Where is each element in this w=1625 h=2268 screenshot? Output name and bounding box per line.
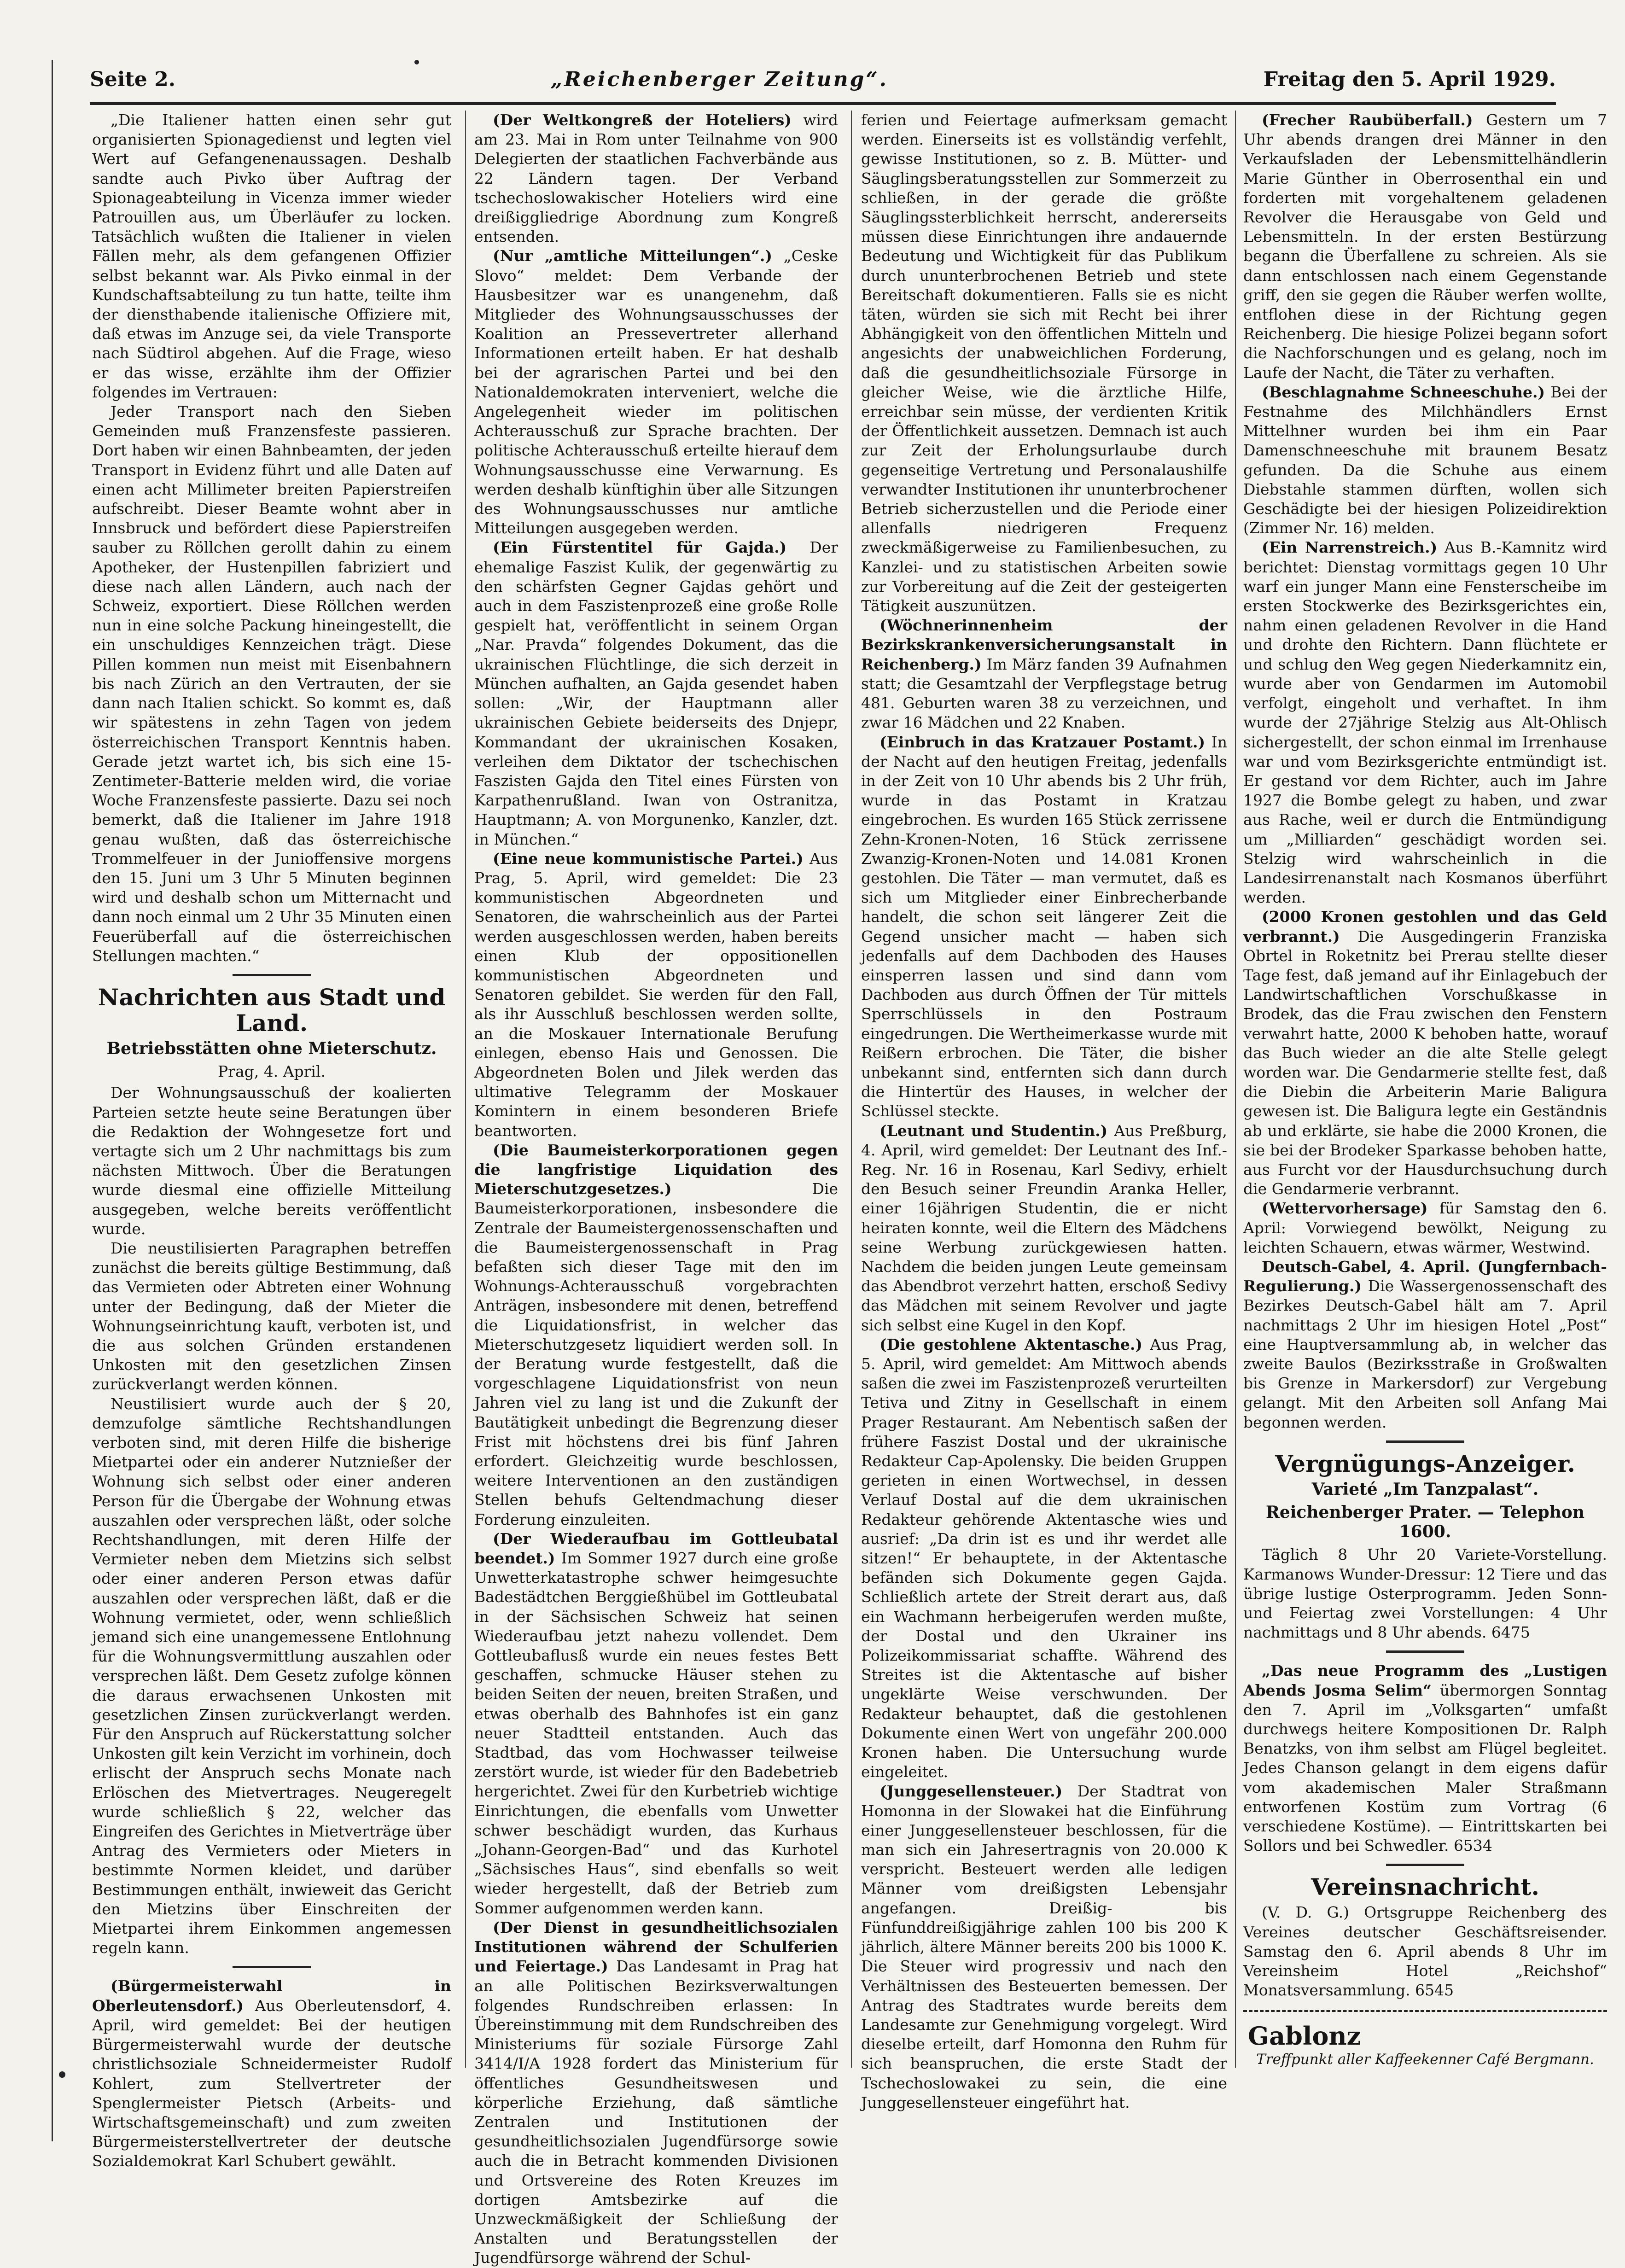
news-item-body: Bei der Festnahme des Milchhändlers Ernst Mittelhner wurden bei ihm ein Paar Damenschneeschuhe mit braunem Besatz gefunden. Da die Schuhe aus einem Diebstahle stammen dürften, wollen sich Geschädigte bei der hiesigen Polizeidirektion (Zimmer Nr. 16) melden. bbox=[1243, 383, 1607, 537]
news-item-head: (Nur „amtliche Mitteilungen“.) bbox=[493, 247, 772, 265]
news-item bbox=[1243, 1199, 1607, 1257]
news-item bbox=[861, 616, 1227, 732]
ad-venue-contact: Reichenberger Prater. — Telephon 1600. bbox=[1265, 1503, 1585, 1542]
ad-head: „Das neue Programm des „Lustigen Abends Josma Selim“ bbox=[1243, 1662, 1607, 1699]
news-item-head: (Eine neue kommunistische Partei.) bbox=[493, 849, 804, 868]
news-item bbox=[474, 538, 838, 849]
page-number: Seite 2. bbox=[90, 68, 176, 91]
article-paragraph: „Die Italiener hatten einen sehr gut organisierten Spionagedienst und legten viel Wert auf Gefangenenaussagen. Deshalb sandte auch Pivko über Auftrag der Spionageabteilung in Vicenza immer wieder Patrouillen aus, um Überläufer zu locken. Tatsächlich wußten die Italiener in vielen Fällen mehr, als dem gefangenen Offizier selbst bekannt war. Als Pivko einmal in der Kundschaftsabteilung zu tun hatte, teilte ihm der diensthabende italienische Offiziere mit, daß etwas im Anzuge sei, da viele Transporte nach Südtirol abgehen. Auf die Frage, wieso er das wisse, erzählte ihm der Offizier folgendes im Vertrauen: bbox=[92, 111, 451, 401]
news-item-body: „Ceske Slovo“ meldet: Dem Verbande der Hausbesitzer war es unangenehm, daß Mitglieder des Wohnungsausschusses der Koalition an Pressevertreter allerhand Informationen erteilt haben. Er hat deshalb bei der agrarischen Partei und bei den Nationaldemokraten interveniert, welche die Angelegenheit wieder im politischen Achterausschuß zur Sprache brachten. Der politische Achterausschuß erteilte hierauf dem Wohnungsausschusse eine Verwarnung. Es werden deshalb künftighin über alle Sitzungen des Wohnungsausschusses nur amtliche Mitteilungen ausgegeben werden. bbox=[474, 247, 838, 537]
column-1 bbox=[92, 111, 451, 2170]
article-paragraph: Jeder Transport nach den Sieben Gemeinden muß Franzensfeste passieren. Dort haben wir einen Bahnbeamten, der jeden Transport in Evidenz führt und alle Daten auf einen acht Millimeter breiten Papierstreifen aufschreibt. Dieser Beamte wohnt aber in Innsbruck und befördert diese Papierstreifen sauber zu Röllchen gerollt dahin zu einem Apotheker, der Hustenpillen fabriziert und diese nach allen Ländern, auch nach der Schweiz, exportiert. Diese Röllchen werden nun in eine solche Packung hineingestellt, die ein unschuldiges Kennzeichen trägt. Diese Pillen kommen nun meist mit Eisenbahnern bis nach Zürich an den Vertrauten, der sie dann nach Italien schickt. So kommt es, daß wir spätestens in zehn Tagen von jedem österreichischen Transport Kenntnis haben. Gerade jetzt wartet ich, bis sich eine 15-Zentimeter-Batterie melden wird, die voriae Woche Franzensfeste passierte. Dazu sei noch bemerkt, daß die Italiener im Jahre 1918 genau wußten, daß das österreichische Trommelfeuer in der Junioffensive morgens den 15. Juni um 3 Uhr 5 Minuten beginnen wird und deshalb schon um Mitternacht und dann noch einmal um 2 Uhr 35 Minuten einen Feuerüberfall auf die österreichischen Stellungen machten.“ bbox=[92, 402, 451, 965]
news-item bbox=[861, 733, 1227, 1121]
header-rule bbox=[90, 102, 1556, 105]
news-item-body: Der Stadtrat von Homonna in der Slowakei hat die Einführung einer Junggesellensteuer beschlossen, für die man sich ein Jahresertragnis von 20.000 K verspricht. Besteuert werden alle ledigen Männer vom dreißigsten Lebensjahr angefangen. Dreißig- bis Fünfunddreißigjährige zahlen 100 bis 200 K jährlich, ältere Männer bereits 200 bis 1000 K. Die Steuer wird progressiv und nach den Verhältnissen des Besteuerten bemessen. Der Antrag des Stadtrates wurde bereits dem Landesamte zur Genehmigung vorgelegt. Wird dieselbe erteilt, darf Homonna den Ruhm für sich beanspruchen, die erste Stadt der Tschechoslowakei zu sein, die eine Junggesellensteuer eingeführt hat. bbox=[861, 1782, 1227, 2111]
ad-text: Täglich 8 Uhr 20 Variete-Vorstellung. Karmanows Wunder-Dressur: 12 Tiere und das übrige lustige Osterprogramm. Jeden Sonn- und Feiertag zwei Vorstellungen: 4 Uhr nachmittags und 8 Uhr abends. bbox=[1243, 1545, 1607, 1642]
news-item bbox=[1243, 383, 1607, 538]
news-item-head: (Wettervorhersage) bbox=[1262, 1199, 1428, 1218]
news-item bbox=[861, 1335, 1227, 1782]
separator-rule bbox=[233, 974, 311, 976]
article-paragraph: Der Wohnungsausschuß der koalierten Parteien setzte heute seine Beratungen über die Redaktion der Wohngesetze fort und vertagte sich um 2 Uhr nachmittags bis zum nächsten Mittwoch. Über die Beratungen wurde diesmal eine offizielle Mitteilung ausgegeben, welche bereits veröffentlicht wurde. bbox=[92, 1084, 451, 1238]
news-item-body: Die Ausgedingerin Franziska Obrtel in Roketnitz bei Prerau stellte dieser Tage fest, daß jemand auf ihr Einlagebuch der Landwirtschaftlichen Vorschußkasse in Brodek, das die Frau zwischen den Fenstern verwahrt hatte, 2000 K behoben hatte, worauf das Buch wieder an die alte Stelle gelegt worden war. Die Gendarmerie stellte fest, daß die Diebin die Arbeiterin Marie Baligura gewesen ist. Die Baligura legte ein Geständnis ab und erklärte, sie habe die 2000 Kronen, die sie bei der Brodeker Sparkasse behoben hatte, aus Furcht vor der Hausdurchsuchung durch die Gendarmerie verbrannt. bbox=[1243, 927, 1607, 1198]
news-item bbox=[474, 111, 838, 246]
newspaper-name: „Reichenberger Zeitung“. bbox=[550, 68, 888, 91]
ad-tagline: Treffpunkt aller Kaffeekenner Café Bergmann. bbox=[1256, 2051, 1594, 2068]
news-item-head: (Der Wiederaufbau im Gottleubatal beendet.) bbox=[474, 1529, 838, 1568]
news-item-body: Im Sommer 1927 durch eine große Unwetterkatastrophe schwer heimgesuchte Badestädtchen Berggießhübel im Gottleubatal in der Sächsischen Schweiz hat seinen Wiederaufbau jetzt nahezu vollendet. Dem Gottleubaflusß wurde ein neues festes Bett geschaffen, schmucke Häuser stehen zu beiden Seiten der neuen, breiten Straßen, und etwas oberhalb des Bahnhofes ist ein ganz neuer Stadtteil entstanden. Auch das Stadtbad, das vom Hochwasser teilweise zerstört wurde, ist wieder für den Badebetrieb hergerichtet. Zwei für den Kurbetrieb wichtige Einrichtungen, die ebenfalls vom Unwetter schwer beschädigt wurden, das Kurhaus „Johann-Georgen-Bad“ und das Kurhotel „Sächsisches Haus“, sind ebenfalls so weit wieder hergestellt, daß der Betrieb zum Sommer aufgenommen werden kann. bbox=[474, 1549, 838, 1917]
news-item-body: Im März fanden 39 Aufnahmen statt; die Gesamtzahl der Verpflegstage betrug 481. Geburten waren 38 zu verzeichnen, und zwar 16 Mädchen und 22 Knaben. bbox=[861, 655, 1227, 732]
article-paragraph: Die neustilisierten Paragraphen betreffen zunächst die bereits gültige Bestimmung, daß das Vermieten oder Abtreten einer Wohnung unter der Bedingung, daß der Mieter die Wohnungseinrichtung kauft, verboten ist, und die aus solchen Gründen erstandenen Unkosten mit den gesetzlichen Zinsen zurückverlangt werden können. bbox=[92, 1239, 451, 1393]
news-item-head: (Einbruch in das Kratzauer Postamt.) bbox=[879, 733, 1206, 751]
news-item-body: Aus Oberleutensdorf, 4. April, wird gemeldet: Bei der heutigen Bürgermeisterwahl wurde der deutsche christlichsoziale Schneidermeister Rudolf Kohlert, zum Stellvertreter der Spenglermeister Pietsch (Arbeits- und Wirtschaftsgemeinschaft) und zum zweiten Bürgermeisterstellvertreter der deutsche Sozialdemokrat Karl Schubert gewählt. bbox=[92, 1996, 451, 2170]
news-item bbox=[1243, 111, 1607, 383]
news-item bbox=[861, 1121, 1227, 1335]
news-item-body: Die Wassergenossenschaft des Bezirkes Deutsch-Gabel hält am 7. April nachmittags 2 Uhr im hiesigen Hotel „Post“ eine Hauptversammlung ab, in welcher das zweite Baulos (Bezirksstraße in Großwalten bis Grenze in Markersdorf) zur Vergebung gelangt. Mit den Arbeiten soll Anfang Mai begonnen werden. bbox=[1243, 1277, 1607, 1431]
section-title: Vergnügungs-Anzeiger. bbox=[1275, 1450, 1575, 1477]
news-item bbox=[92, 1976, 451, 2171]
column-4 bbox=[1243, 111, 1607, 2155]
news-item-head: (Junggesellensteuer.) bbox=[879, 1782, 1063, 1801]
news-item bbox=[474, 1918, 838, 2268]
column-divider bbox=[1235, 111, 1236, 2068]
article-headline: Betriebsstätten ohne Mieterschutz. bbox=[106, 1038, 437, 1058]
news-item-body: Aus B.-Kamnitz wird berichtet: Dienstag vormittags gegen 10 Uhr warf ein junger Mann eine Fensterscheibe im ersten Stockwerke des Bezirksgerichtes ein, nahm einen geladenen Revolver in die Hand und drohte den Richtern. Dann flüchtete er und schlug den Weg gegen Niederkamnitz ein, wurde aber von Gendarmen im Automobil verfolgt, eingeholt und verhaftet. In ihm wurde der 27jährige Stelzig aus Alt-Ohlisch sichergestellt, der schon einmal im Irrenhause war und vom Bezirksgerichte entmündigt ist. Er gestand vor dem Richter, auch im Jahre 1927 die Bombe gelegt zu haben, und zwar aus Rache, weil er durch die Entmündigung um „Milliarden“ geschädigt worden sei. Stelzig wird wahrscheinlich in die Landesirrenanstalt nach Kosmanos überführt werden. bbox=[1243, 538, 1607, 907]
news-item bbox=[1243, 907, 1607, 1199]
ad-venue: Varieté „Im Tanzpalast“. bbox=[1311, 1479, 1539, 1499]
news-item-head: (Ein Narrenstreich.) bbox=[1262, 538, 1438, 557]
club-notice bbox=[1243, 1903, 1607, 2000]
ad-paragraph bbox=[1243, 1545, 1607, 1642]
issue-date: Freitag den 5. April 1929. bbox=[1263, 68, 1556, 91]
section-title: Nachrichten aus Stadt und Land. bbox=[98, 983, 446, 1037]
news-item-body: Aus Prag, 5. April, wird gemeldet: Am Mittwoch abends saßen die zwei im Faszistenprozeß verurteilten Tetiva und Zitny in Gesellschaft in einem Prager Restaurant. Am Nebentisch saßen der frühere Faszist Dostal und der ukrainische Redakteur Cap-Apolensky. Die beiden Gruppen gerieten in einen Wortwechsel, in dessen Verlauf Dostal auf die dem ukrainischen Redakteur gehörende Aktentasche wies und ausrief: „Da drin ist es und ihr werdet alle sitzen!“ Er behauptete, in der Aktentasche befänden sich Dokumente gegen Gajda. Schließlich artete der Streit derart aus, daß ein Wachmann herbeigerufen werden mußte, der Dostal und den Ukrainer ins Polizeikommissariat schaffte. Während des Streites ist die Aktentasche auf bisher ungeklärte Weise verschwunden. Der Redakteur behauptet, daß die gestohlenen Dokumente einen Wert von ungefähr 200.000 Kronen haben. Die Untersuchung wurde eingeleitet. bbox=[861, 1335, 1227, 1781]
ad-text: übermorgen Sonntag den 7. April im „Volksgarten“ umfaßt durchwegs heitere Kompositionen Dr. Ralph Benatzks, von ihm selbst am Flügel begleitet. Jedes Chanson gelangt in dem eigens dafür vom akademischen Maler Straßmann entworfenen Kostüm zum Vortrag (6 verschiedene Kostüme). — Eintrittskarten bei Sollors und bei Schwedler. bbox=[1243, 1681, 1607, 1855]
separator-rule bbox=[1386, 1440, 1464, 1443]
article-paragraph: ferien und Feiertage aufmerksam gemacht werden. Einerseits ist es vollständig verfehlt, gewisse Institutionen, so z. B. Mütter- und Säuglingsberatungsstellen zur Sommerzeit zu schließen, in der gerade die größte Säuglingssterblichkeit herrscht, andererseits müssen diese Einrichtungen ihre andauernde Bedeutung und Wichtigkeit für das Publikum durch ununterbrochenen Betrieb und stete Bereitschaft dokumentieren. Falls sie es nicht täten, würden sie sich mit Recht bei ihrer Abhängigkeit von den öffentlichen Mitteln und angesichts der unabweichlichen Forderung, daß die gesundheitlichsoziale Fürsorge in gleicher Weise, wie die ärztliche Hilfe, erreichbar sein müsse, der verdienten Kritik der Öffentlichkeit aussetzen. Demnach ist auch zur Zeit der Erholungsurlaube durch gegenseitige Vertretung und Personalaushilfe verwandter Institutionen ihr ununterbrochener Betrieb sicherzustellen und die Periode einer allenfalls niedrigeren Frequenz zweckmäßigerweise zu Familienbesuchen, zu Kanzlei- und zu statistischen Arbeiten sowie zur Vorbereitung auf die Zeit der gesteigerten Tätigkeit auszunützen. bbox=[861, 111, 1227, 615]
news-item-head: (Der Weltkongreß der Hoteliers) bbox=[493, 111, 792, 129]
separator-rule bbox=[1386, 1864, 1464, 1866]
ad-number: 6545 bbox=[1415, 1981, 1454, 2000]
section-title: Vereinsnachricht. bbox=[1311, 1873, 1539, 1901]
news-item-body: Aus Preßburg, 4. April, wird gemeldet: Der Leutnant des Inf.-Reg. Nr. 16 in Rosenau, Karl Sedivy, erhielt den Besuch seiner Freundin Aranka Heller, einer 16jährigen Studentin, die er nicht heiraten konnte, weil die Eltern des Mädchens seine Werbung zurückgewiesen hatten. Nachdem die beiden jungen Leute gemeinsam das Abendbrot verzehrt hatten, erschoß Sedivy das Mädchen mit seinem Revolver und jagte sich selbst eine Kugel in den Kopf. bbox=[861, 1121, 1227, 1334]
print-speck bbox=[414, 60, 419, 64]
ad-paragraph bbox=[1243, 1661, 1607, 1855]
news-item-head: (Ein Fürstentitel für Gajda.) bbox=[493, 538, 787, 557]
ad-headline: Gablonz bbox=[1248, 2021, 1361, 2051]
news-item bbox=[1243, 1257, 1607, 1432]
separator-rule bbox=[1386, 1650, 1464, 1653]
separator-rule bbox=[1243, 2010, 1607, 2012]
column-3 bbox=[861, 111, 1227, 2155]
news-item-body: Der ehemalige Faszist Kulik, der gegenwärtig zu den schärfsten Gegner Gajdas gehört und auch in dem Faszistenprozeß eine große Rolle gespielt hat, veröffentlicht in seinem Organ „Nar. Pravda“ folgendes Dokument, das die ukrainischen Flüchtlinge, die sich derzeit in München aufhalten, an Gajda gesendet haben sollen: „Wir, der Hauptmann aller ukrainischen Gebiete beiderseits des Dnjepr, Kommandant der ukrainischen Kosaken, verleihen dem Diktator der tschechischen Faszisten Gajda den Titel eines Fürsten von Karpathenrußland. Iwan von Ostranitza, Hauptmann; A. von Morgunenko, Kanzler, dzt. in München.“ bbox=[474, 538, 838, 848]
article-paragraph: Neustilisiert wurde auch der § 20, demzufolge sämtliche Rechtshandlungen verboten sind, mit deren Hilfe die bisherige Mietpartei oder ein anderer Nutznießer der Wohnung sich selbst oder einer anderen Person für die Übergabe der Wohnung etwas auszahlen oder versprechen läßt, oder solche Rechtshandlungen, mit deren Hilfe der Vermieter neben dem Mietzins sich selbst oder einer anderen Person etwas dafür auszahlen oder versprechen läßt, daß er die Wohnung vermietet, oder, wenn schließlich jemand sich eine unangemessene Entlohnung für die Wohnungsvermittlung auszahlen oder versprechen läßt. Dem Gesetz zufolge können die daraus erwachsenen Unkosten mit gesetzlichen Zinsen zurückverlangt werden. Für den Anspruch auf Rückerstattung solcher Unkosten gilt kein Verzicht im vorhinein, doch erlischt der Anspruch sechs Monate nach Erlöschen des Mietvertrages. Neugeregelt wurde schließlich § 22, welcher das Eingreifen des Gerichtes in Mietverträge über Antrag des Vermieters oder Mieters in bestimmte Normen kleidet, und darüber Bestimmungen enthält, inwieweit das Gericht den Mietzins über Einschreiten der Mietpartei ihrem Einkommen angemessen regeln kann. bbox=[92, 1394, 451, 1957]
column-divider bbox=[851, 111, 852, 2068]
news-item-head: Deutsch-Gabel, 4. April. (Jungfernbach-Regulierung.) bbox=[1243, 1257, 1607, 1295]
news-item-body: Die Baumeisterkorporationen, insbesondere die Zentrale der Baumeistergenossenschaften und die Baumeistergenossenschaft in Prag befaßten sich dieser Tage mit den im Wohnungs-Achterausschuß vorgebrachten Anträgen, insbesondere mit denen, betreffend die Liquidationsfrist, in welcher das Mieterschutzgesetz liquidiert werden soll. In der Beratung wurde festgestellt, daß die vorgeschlagene Liquidationsfrist von neun Jahren viel zu lang ist und die Zukunft der Bautätigkeit unbedingt die Begrenzung dieser Frist mit höchstens drei bis fünf Jahren erfordert. Gleichzeitig wurde beschlossen, weitere Interventionen an den zuständigen Stellen behufs Geltendmachung dieser Forderung einzuleiten. bbox=[474, 1180, 838, 1528]
news-item bbox=[474, 1141, 838, 1529]
news-item bbox=[474, 246, 838, 538]
news-item-head: (Wöchnerinnenheim der Bezirkskrankenversicherungsanstalt in Reichenberg.) bbox=[861, 616, 1227, 673]
news-item-head: (Leutnant und Studentin.) bbox=[879, 1121, 1108, 1140]
club-text: (V. D. G.) Ortsgruppe Reichenberg des Vereines deutscher Geschäftsreisender. Samstag den 6. April abends 8 Uhr im Vereinsheim Hotel „Reichshof“ Monatsversammlung. bbox=[1243, 1903, 1607, 2000]
news-item-head: (Die Baumeisterkorporationen gegen die langfristige Liquidation des Mieterschutzgesetzes.) bbox=[474, 1141, 838, 1198]
news-item-head: (Die gestohlene Aktentasche.) bbox=[879, 1335, 1142, 1353]
news-item-body: In der Nacht auf den heutigen Freitag, jedenfalls in der Zeit von 10 Uhr abends bis 2 Uhr früh, wurde in das Postamt in Kratzau eingebrochen. Es wurden 165 Stück zerrissene Zehn-Kronen-Noten, 16 Stück zerrissene Zwanzig-Kronen-Noten und 14.081 Kronen gestohlen. Die Täter — man vermutet, daß es sich um Mitglieder einer Einbrecherbande handelt, die schon seit längerer Zeit die Gegend unsicher macht — haben sich jedenfalls auf dem Dachboden des Hauses einsperren lassen und sind dann vom Dachboden aus durch Öffnen der Tür mittels Sperrschlüssels in den Postraum eingedrungen. Die Wertheimerkasse wurde mit Reißern erbrochen. Die Täter, die bisher unbekannt sind, entfernten sich dann durch die Hintertür des Hauses, in welcher der Schlüssel steckte. bbox=[861, 733, 1227, 1120]
news-item-body: Aus Prag, 5. April, wird gemeldet: Die 23 kommunistischen Abgeordneten und Senatoren, die wahrscheinlich aus der Partei werden ausgeschlossen werden, haben bereits einen Klub der oppositionellen kommunistischen Abgeordneten und Senatoren gebildet. Sie werden für den Fall, als ihr Ausschluß beschlossen werden sollte, an die Moskauer Internationale Berufung einlegen, ebenso Hais und Genossen. Die Abgeordneten Bolen und Jilek werden das ultimative Telegramm der Moskauer Komintern in einem besonderen Briefe beantworten. bbox=[474, 849, 838, 1140]
news-item-head: (Beschlagnahme Schneeschuhe.) bbox=[1262, 383, 1545, 401]
news-item-body: wird am 23. Mai in Rom unter Teilnahme von 900 Delegierten der staatlichen Fachverbände aus 22 Ländern tagen. Der Verband tschechoslowakischer Hoteliers wird eine dreißiggliedrige Abordnung zum Kongreß entsenden. bbox=[474, 111, 838, 246]
news-item bbox=[474, 849, 838, 1141]
column-2 bbox=[474, 111, 838, 2267]
news-item-head: (Der Dienst in gesundheitlichsozialen Institutionen während der Schulferien und Feiertage.) bbox=[474, 1918, 838, 1976]
ad-number: 6475 bbox=[1491, 1623, 1530, 1642]
news-item-body: Gestern um 7 Uhr abends drangen drei Männer in den Verkaufsladen der Lebensmittelhändlerin Marie Günther in Oberrosenthal ein und forderten mit vorgehaltenem geladenen Revolver die Herausgabe von Geld und Lebensmitteln. In der ersten Bestürzung begann die Überfallene zu schreien. Als sie dann entschlossen nach einem Gegenstande griff, den sie gegen die Räuber werfen wollte, entflohen diese in der Richtung gegen Reichenberg. Die hiesige Polizei begann sofort die Nachforschungen und es gelang, noch im Laufe der Nacht, die Täter zu verhaften. bbox=[1243, 111, 1607, 382]
news-item-body: Das Landesamt in Prag hat an alle Politischen Bezirksverwaltungen folgendes Rundschreiben erlassen: In Übereinstimmung mit dem Rundschreiben des Ministeriums für soziale Fürsorge Zahl 3414/I/A 1928 fordert das Ministerium für öffentliches Gesundheitswesen und körperliche Erziehung, daß sämtliche Zentralen und Institutionen der gesundheitlichsozialen Jugendfürsorge sowie auch die in Betracht kommenden Divisionen und Ortsvereine des Roten Kreuzes im dortigen Amtsbezirke auf die Unzweckmäßigkeit der Schließung der Anstalten und Beratungsstellen der Jugendfürsorge während der Schul- bbox=[474, 1957, 838, 2267]
dateline: Prag, 4. April. bbox=[217, 1062, 326, 1081]
news-item bbox=[861, 1782, 1227, 2112]
news-item bbox=[474, 1529, 838, 1918]
page-header bbox=[90, 58, 1556, 101]
column-divider bbox=[465, 111, 466, 2068]
news-item-head: (Frecher Raubüberfall.) bbox=[1262, 111, 1473, 129]
news-item-head: (Bürgermeisterwahl in Oberleutensdorf.) bbox=[92, 1977, 451, 2015]
separator-rule bbox=[233, 1966, 311, 1968]
news-item bbox=[1243, 538, 1607, 907]
print-speck bbox=[59, 2071, 65, 2078]
ad-number: 6534 bbox=[1453, 1837, 1492, 1855]
news-item-head: (2000 Kronen gestohlen und das Geld verbrannt.) bbox=[1243, 908, 1607, 945]
news-item-body: für Samstag den 6. April: Vorwiegend bewölkt, Neigung zu leichten Schauern, etwas wärmer, Westwind. bbox=[1243, 1199, 1607, 1256]
